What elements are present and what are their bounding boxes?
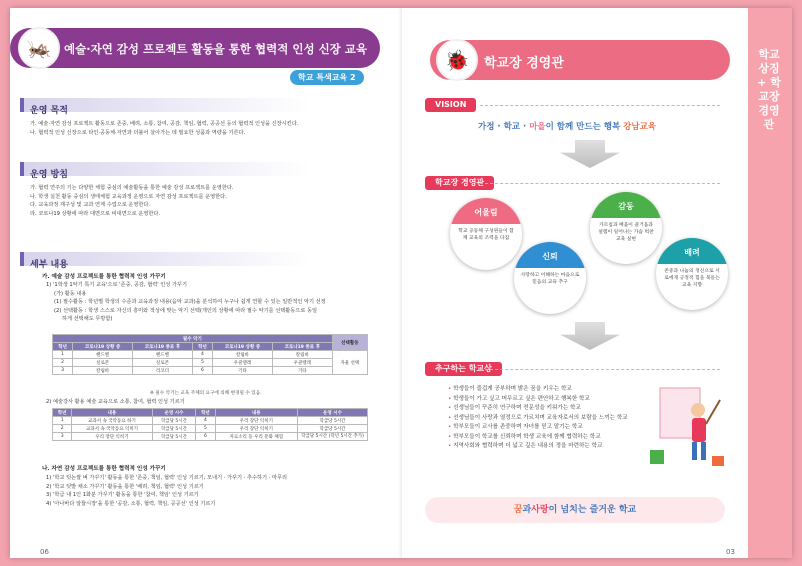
school-slogan: 꿈과사랑이 넘치는 즐거운 학교 bbox=[425, 497, 725, 523]
painter-illustration-icon bbox=[640, 380, 730, 475]
detail-heading: 가. 예술 감성 프로젝트를 통한 협력적 인성 가꾸기 bbox=[42, 274, 166, 280]
list-item: • 학부모들이 교사를 존중하며 자녀를 믿고 맡기는 학교 bbox=[448, 423, 628, 433]
table-row: 2 교과서 속 국악동요 익히기 학급당 5시간 5 우리 장단 익히기 학급당 5시간 bbox=[53, 425, 368, 433]
ideal-label: 추구하는 학교상 bbox=[425, 362, 502, 376]
detail-heading: 나. 자연 감성 프로젝트를 통한 협력적 인성 가꾸기 bbox=[42, 466, 166, 472]
list-item: • 학생들이 가고 싶고 머무르고 싶은 편안하고 행복한 학교 bbox=[448, 395, 628, 405]
ideal-list bbox=[448, 385, 628, 452]
left-page-title: 예술·자연 감성 프로젝트 활동을 통한 협력적 인성 신장 교육 bbox=[64, 42, 368, 56]
value-circle: 감동 가르침과 배움이 즐거움과 설렘이 일어나는 가슴 벅찬 교육 실현 bbox=[590, 192, 662, 264]
divider bbox=[480, 105, 720, 106]
value-circle: 배려 존중과 나눔의 정신으로 서로에게 긍정적 힘을 북돋는 교육 지향 bbox=[656, 238, 728, 310]
vision-statement: 가정 · 학교 · 마을이 함께 만드는 행복 강남교육 bbox=[478, 122, 657, 132]
page-number: 03 bbox=[726, 548, 735, 556]
purpose-text: 가. 예술·자연 감성 프로젝트 활동으로 존중, 배려, 소통, 참여, 공감, 책임, 협력, 공공선 등의 협력적 인성을 신장시킨다. 나. 협력적 인성 신장으로 타인·공동체·자연과 더불어 살아가는 데 필요한 성품과 역량을 기른다. bbox=[30, 121, 299, 136]
vision-label: VISION bbox=[425, 98, 476, 112]
value-circle: 신뢰 사랑하고 이해하는 마음으로 믿음의 교육 추구 bbox=[514, 242, 586, 314]
sidebar-label: 학교상징 + 학교장 경영관 bbox=[757, 48, 781, 131]
art-lesson-table: 학년 내용 운영 시수 학년 내용 운영 시수 1 교과서 속 국악동요 하기 학급당 5시간 4 우리 장단 익히기 학급당 5시간 2 교과서 속 국악동요 익히기 학급당 5시간 5 우리 장단 익히기 학급당 5시간 3 우리 장단 익히기 학급당 5시간 6 자료소리 등 우리 문화 체험 학급당 5시간 (학년 5시간 추가) bbox=[52, 408, 368, 441]
table-row: 2 실로폰 실로폰 5 우쿨렐레 우쿨렐레 bbox=[53, 359, 368, 367]
list-item: • 지역사회와 협력하며 더 넓고 깊은 내용의 정을 마련하는 학교 bbox=[448, 442, 628, 452]
mascot-icon: 🦗 bbox=[18, 27, 60, 69]
table-row: 1 핸드벨 핸드벨 4 칼림바 칼림바 자율 선택 bbox=[53, 351, 368, 359]
policy-text: 가. 협력 연주의 기는 다양한 체험 중심의 예술활동을 통한 예술 감성 프로젝트를 운영한다. 나. 학생 실천 활동 중심의 생태체험 교육과정 운영으로 자연 감성 프로젝트를 운영한다. 다. 교육과정 재구성 및 교과 연계 수업으로 운영한다. 라. 코로나19 상황에 따라 대면으로 비대면으로 운영한다. bbox=[30, 185, 234, 217]
detail-text: 1) '학교 텃논쌀 벼 가꾸기' 활동을 통한 '존중, 책임, 협력' 인성 기르기, 모내기 · 가꾸기 · 추수하기 · 마무리 2) '학교 텃밭 채소 가꾸기' 활동을 통한 '배려, 책임, 협력' 인성 기르기 3) '학급 내 1인 1화분 가꾸기' 활동을 통한 '참여, 책임' 인성 기르기 4) '아나바다 알뜰시장'을 통한 '공감, 소통, 협력, 책임, 공공선' 인성 기르기 bbox=[46, 475, 288, 507]
section-header: 세부 내용 bbox=[20, 252, 310, 266]
mascot-icon: 🐞 bbox=[436, 39, 478, 81]
detail-subheading: 2) 예술강사 활용 예술 교육으로 소통, 참여, 협력 인성 기르기 bbox=[46, 399, 185, 405]
section-header: 운영 목적 bbox=[20, 98, 310, 112]
detail-text: 1) '1학생 1악기 특기 교육'으로 '존중, 공감, 협력' 인성 가꾸기 (가) 활동 내용 (1) 필수활동 : 학년별 학생의 수준과 교육과정 내용(음악 교과)을 분석하여 누구나 쉽게 연할 수 있는 일반적인 악기 선정 (2) 선택활동 : 학생 스스로 자신의 흥미와 적성에 맞는 악기 선택(개인의 상황에 따라 필수 악기를 선택활동으로 동일 하게 선택해도 무방함) bbox=[46, 282, 326, 322]
divider bbox=[480, 369, 720, 370]
list-item: • 학부모들이 학교를 신뢰하며 학생 교육에 함께 협력하는 학교 bbox=[448, 433, 628, 443]
value-circle: 어울림 학교 공동체 구성원들이 함께 교육의 조력을 다짐 bbox=[450, 198, 522, 270]
table-note: ※ 필수 악기는 교육 주체의 요구에 의해 변경될 수 있음. bbox=[150, 391, 262, 396]
section-pill: 학교 특색교육 2 bbox=[290, 70, 364, 85]
section-header: 운영 방침 bbox=[20, 162, 310, 176]
list-item: • 선생님들이 꾸준히 연구하며 전문성을 키워가는 학교 bbox=[448, 404, 628, 414]
instrument-table: 필수 악기 선택활동 학년 코로나19 상황 중 코로나19 종료 후 학년 코로나19 상황 중 코로나19 종료 후 1 핸드벨 핸드벨 4 칼림바 칼림바 자율 선택 2 실로폰 실로폰 5 우쿨렐레 우쿨렐레 3 칼림바 리코더 6 기타 기타 bbox=[52, 334, 368, 375]
table-row: 1 교과서 속 국악동요 하기 학급당 5시간 4 우리 장단 익히기 학급당 5시간 bbox=[53, 417, 368, 425]
management-label: 학교장 경영관 bbox=[425, 176, 494, 190]
table-row: 3 칼림바 리코더 6 기타 기타 bbox=[53, 367, 368, 375]
list-item: • 선생님들이 사랑과 열정으로 가르치며 교육자로서의 보람을 느끼는 학교 bbox=[448, 414, 628, 424]
table-row: 3 우리 장단 익히기 학급당 5시간 6 자료소리 등 우리 문화 체험 학급당 5시간 (학년 5시간 추가) bbox=[53, 433, 368, 441]
page-number: 06 bbox=[40, 548, 49, 556]
right-page-title: 학교장 경영관 bbox=[484, 56, 564, 71]
divider bbox=[480, 183, 720, 184]
right-sidebar bbox=[748, 8, 792, 558]
list-item: • 학생들이 즐겁게 공부하며 밝은 꿈을 키우는 학교 bbox=[448, 385, 628, 395]
